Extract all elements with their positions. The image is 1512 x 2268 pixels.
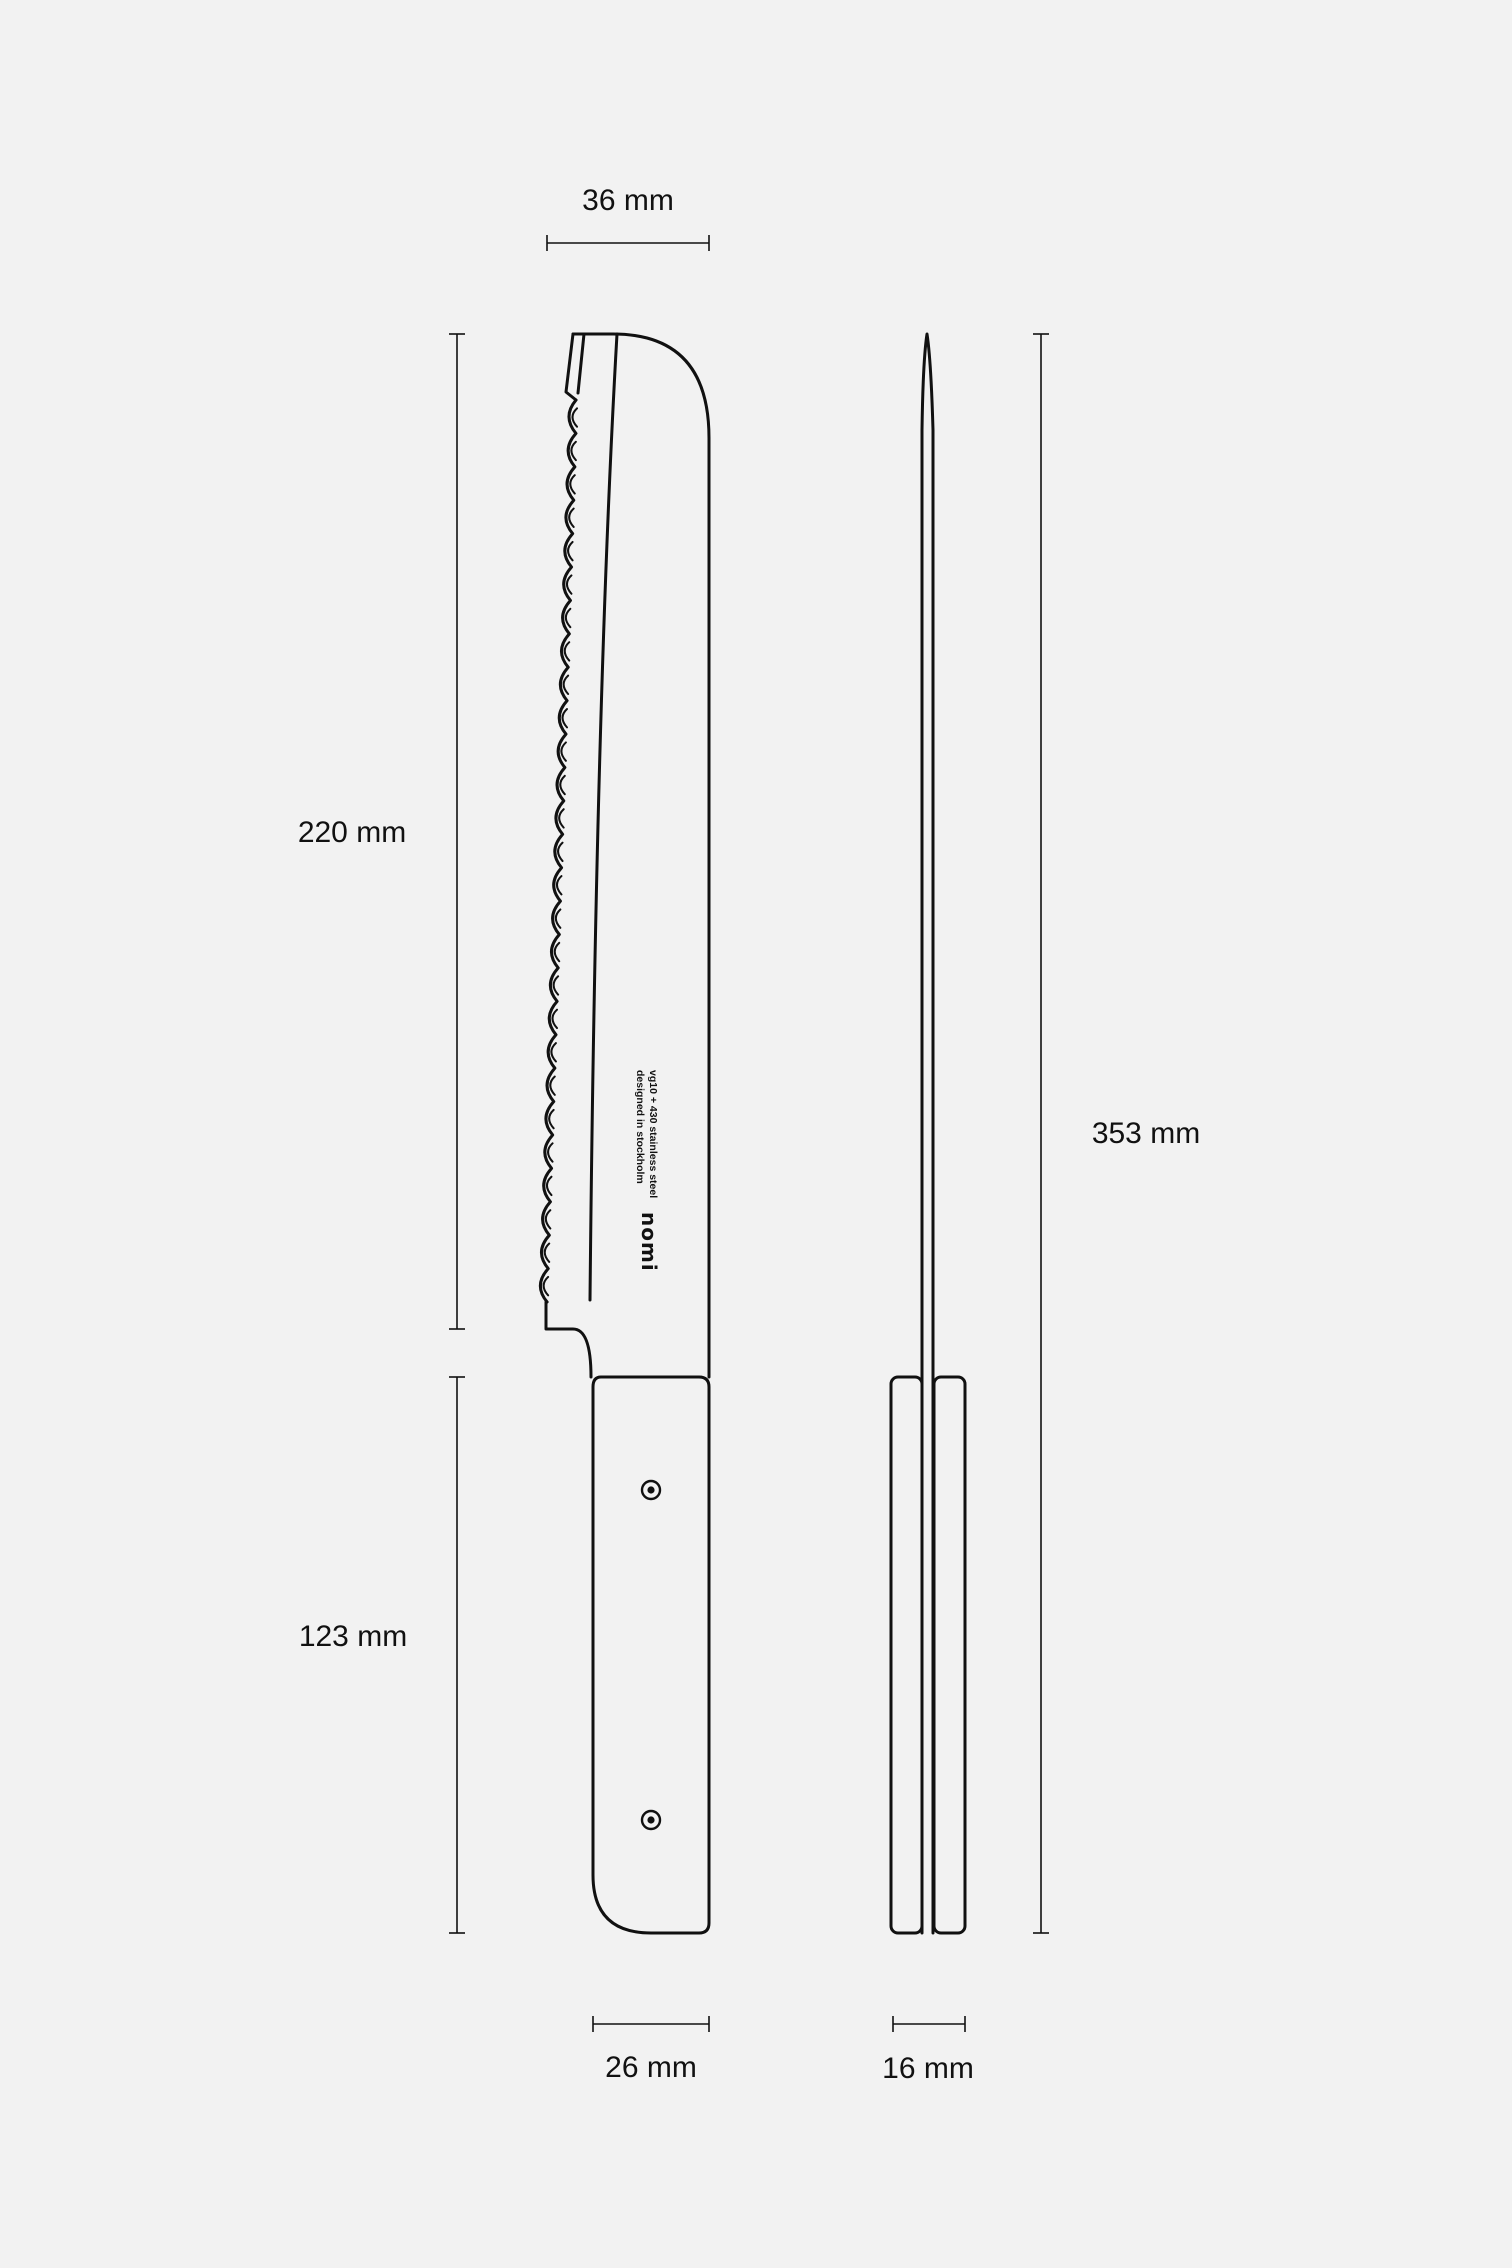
blade-outline: [546, 334, 709, 1377]
engraving-line2: designed in stockholm: [634, 1070, 646, 1184]
dim-blade-length: [298, 334, 465, 1329]
handle-side-left: [891, 1377, 922, 1933]
engraving-line1: vg10 + 430 stainless steel: [647, 1070, 659, 1199]
blade-bevel-line: [590, 334, 617, 1300]
knife-front-view: [540, 334, 709, 1933]
blade-length-label: 220 mm: [297, 816, 407, 849]
handle-width-label: 26 mm: [605, 2051, 697, 2084]
dim-thickness: [882, 2016, 974, 2085]
dim-blade-width: [547, 184, 709, 251]
blade-width-label: 36 mm: [582, 184, 674, 217]
total-length-label: 353 mm: [1091, 1117, 1201, 1150]
blade-tip-notch: [566, 334, 584, 400]
knife-side-view: [891, 334, 965, 1933]
rivet-bottom: [642, 1811, 660, 1829]
brand-logo: nomi: [637, 1212, 661, 1272]
thickness-label: 16 mm: [882, 2052, 974, 2085]
rivet-top: [642, 1481, 660, 1499]
handle-side-right: [934, 1377, 965, 1933]
handle-length-label: 123 mm: [298, 1620, 408, 1653]
blade-side-profile: [922, 334, 933, 1933]
dim-handle-width: [593, 2016, 709, 2084]
handle-outline: [593, 1377, 709, 1933]
dim-total-length: [1033, 334, 1200, 1933]
engraving: [634, 1070, 661, 1272]
dim-handle-length: [299, 1377, 465, 1933]
